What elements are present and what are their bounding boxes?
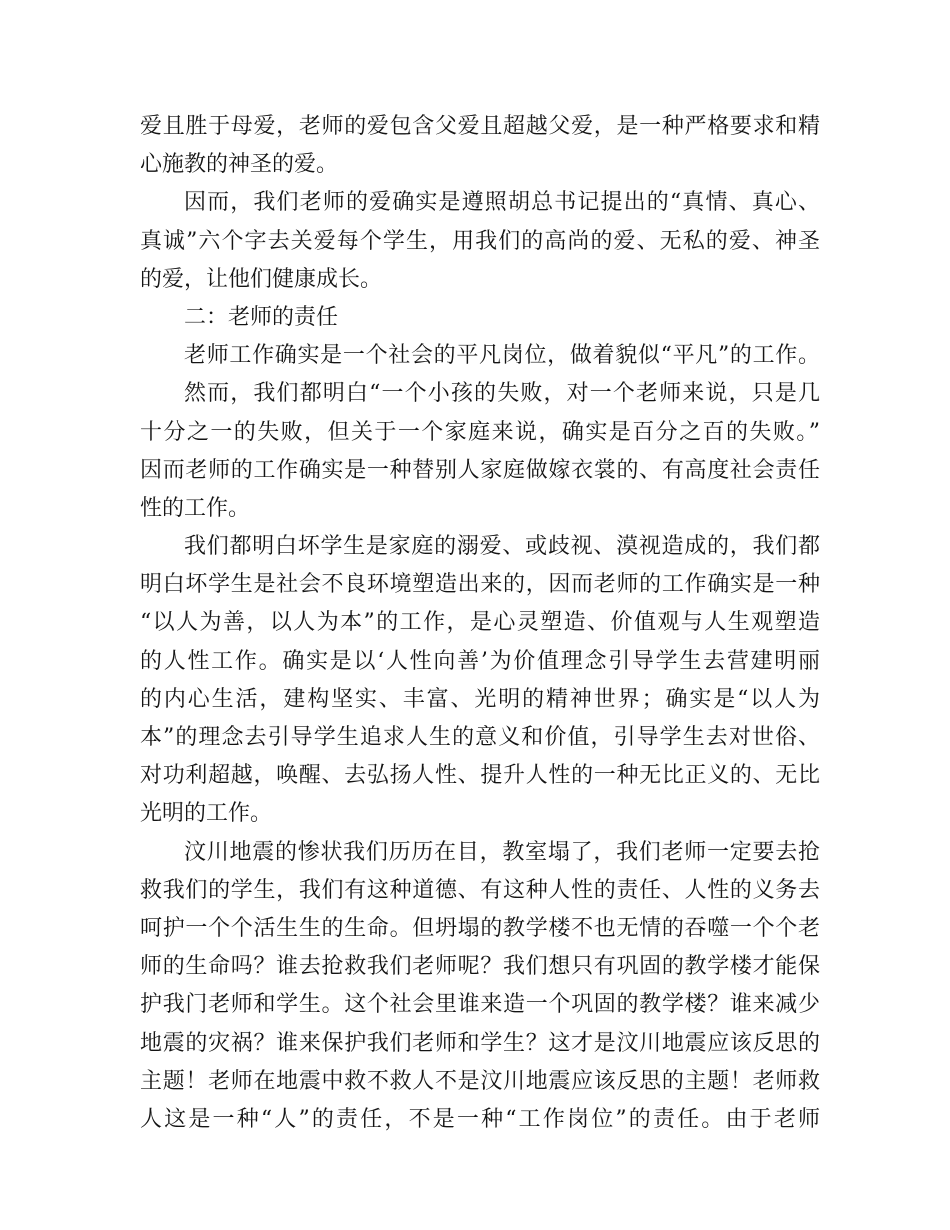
text-line: 师的生命吗？谁去抢救我们老师呢？我们想只有巩固的教学楼才能保 bbox=[140, 954, 820, 980]
text-line: 的内心生活，建构坚实、丰富、光明的精神世界；确实是“以人为 bbox=[140, 686, 820, 712]
text-line: 性的工作。 bbox=[140, 495, 251, 521]
text-line: 地震的灾祸？谁来保护我们老师和学生？这才是汶川地震应该反思的 bbox=[140, 1030, 820, 1056]
text-line: 十分之一的失败，但关于一个家庭来说，确实是百分之百的失败。” bbox=[140, 419, 820, 445]
text-line: 老师工作确实是一个社会的平凡岗位，做着貌似“平凡”的工作。 bbox=[184, 343, 820, 369]
text-line: 光明的工作。 bbox=[140, 801, 273, 827]
text-line: 真诚”六个字去关爱每个学生，用我们的高尚的爱、无私的爱、神圣 bbox=[140, 228, 820, 254]
text-line: 因而老师的工作确实是一种替别人家庭做嫁衣裳的、有高度社会责任 bbox=[140, 457, 820, 483]
text-line: 然而，我们都明白“一个小孩的失败，对一个老师来说，只是几 bbox=[184, 381, 820, 407]
text-line: 的人性工作。确实是以‘人性向善’为价值理念引导学生去营建明丽 bbox=[140, 648, 820, 674]
document-body bbox=[140, 108, 820, 1139]
text-line: 人这是一种“人”的责任，不是一种“工作岗位”的责任。由于老师 bbox=[140, 1106, 820, 1132]
text-line: 救我们的学生，我们有这种道德、有这种人性的责任、人性的义务去 bbox=[140, 877, 820, 903]
text-line: 汶川地震的惨状我们历历在目，教室塌了，我们老师一定要去抢 bbox=[184, 839, 820, 865]
text-line: 的爱，让他们健康成长。 bbox=[140, 266, 383, 292]
text-line: 主题！老师在地震中救不救人不是汶川地震应该反思的主题！老师救 bbox=[140, 1068, 820, 1094]
text-line: 本”的理念去引导学生追求人生的意义和价值，引导学生去对世俗、 bbox=[140, 725, 820, 750]
text-line: 我们都明白坏学生是家庭的溺爱、或歧视、漠视造成的，我们都 bbox=[184, 534, 820, 560]
text-line: 心施教的神圣的爱。 bbox=[140, 152, 339, 178]
text-line: 对功利超越，唤醒、去弘扬人性、提升人性的一种无比正义的、无比 bbox=[140, 763, 820, 789]
text-line: 二：老师的责任 bbox=[184, 304, 339, 330]
text-line: “以人为善，以人为本”的工作，是心灵塑造、价值观与人生观塑造 bbox=[140, 610, 820, 636]
text-line: 护我门老师和学生。这个社会里谁来造一个巩固的教学楼？谁来减少 bbox=[140, 992, 820, 1018]
text-line: 呵护一个个活生生的生命。但坍塌的教学楼不也无情的吞噬一个个老 bbox=[140, 915, 820, 941]
text-line: 因而，我们老师的爱确实是遵照胡总书记提出的“真情、真心、 bbox=[184, 190, 820, 216]
text-line: 爱且胜于母爱，老师的爱包含父爱且超越父爱，是一种严格要求和精 bbox=[140, 114, 820, 139]
text-line: 明白坏学生是社会不良环境塑造出来的，因而老师的工作确实是一种 bbox=[140, 572, 820, 598]
